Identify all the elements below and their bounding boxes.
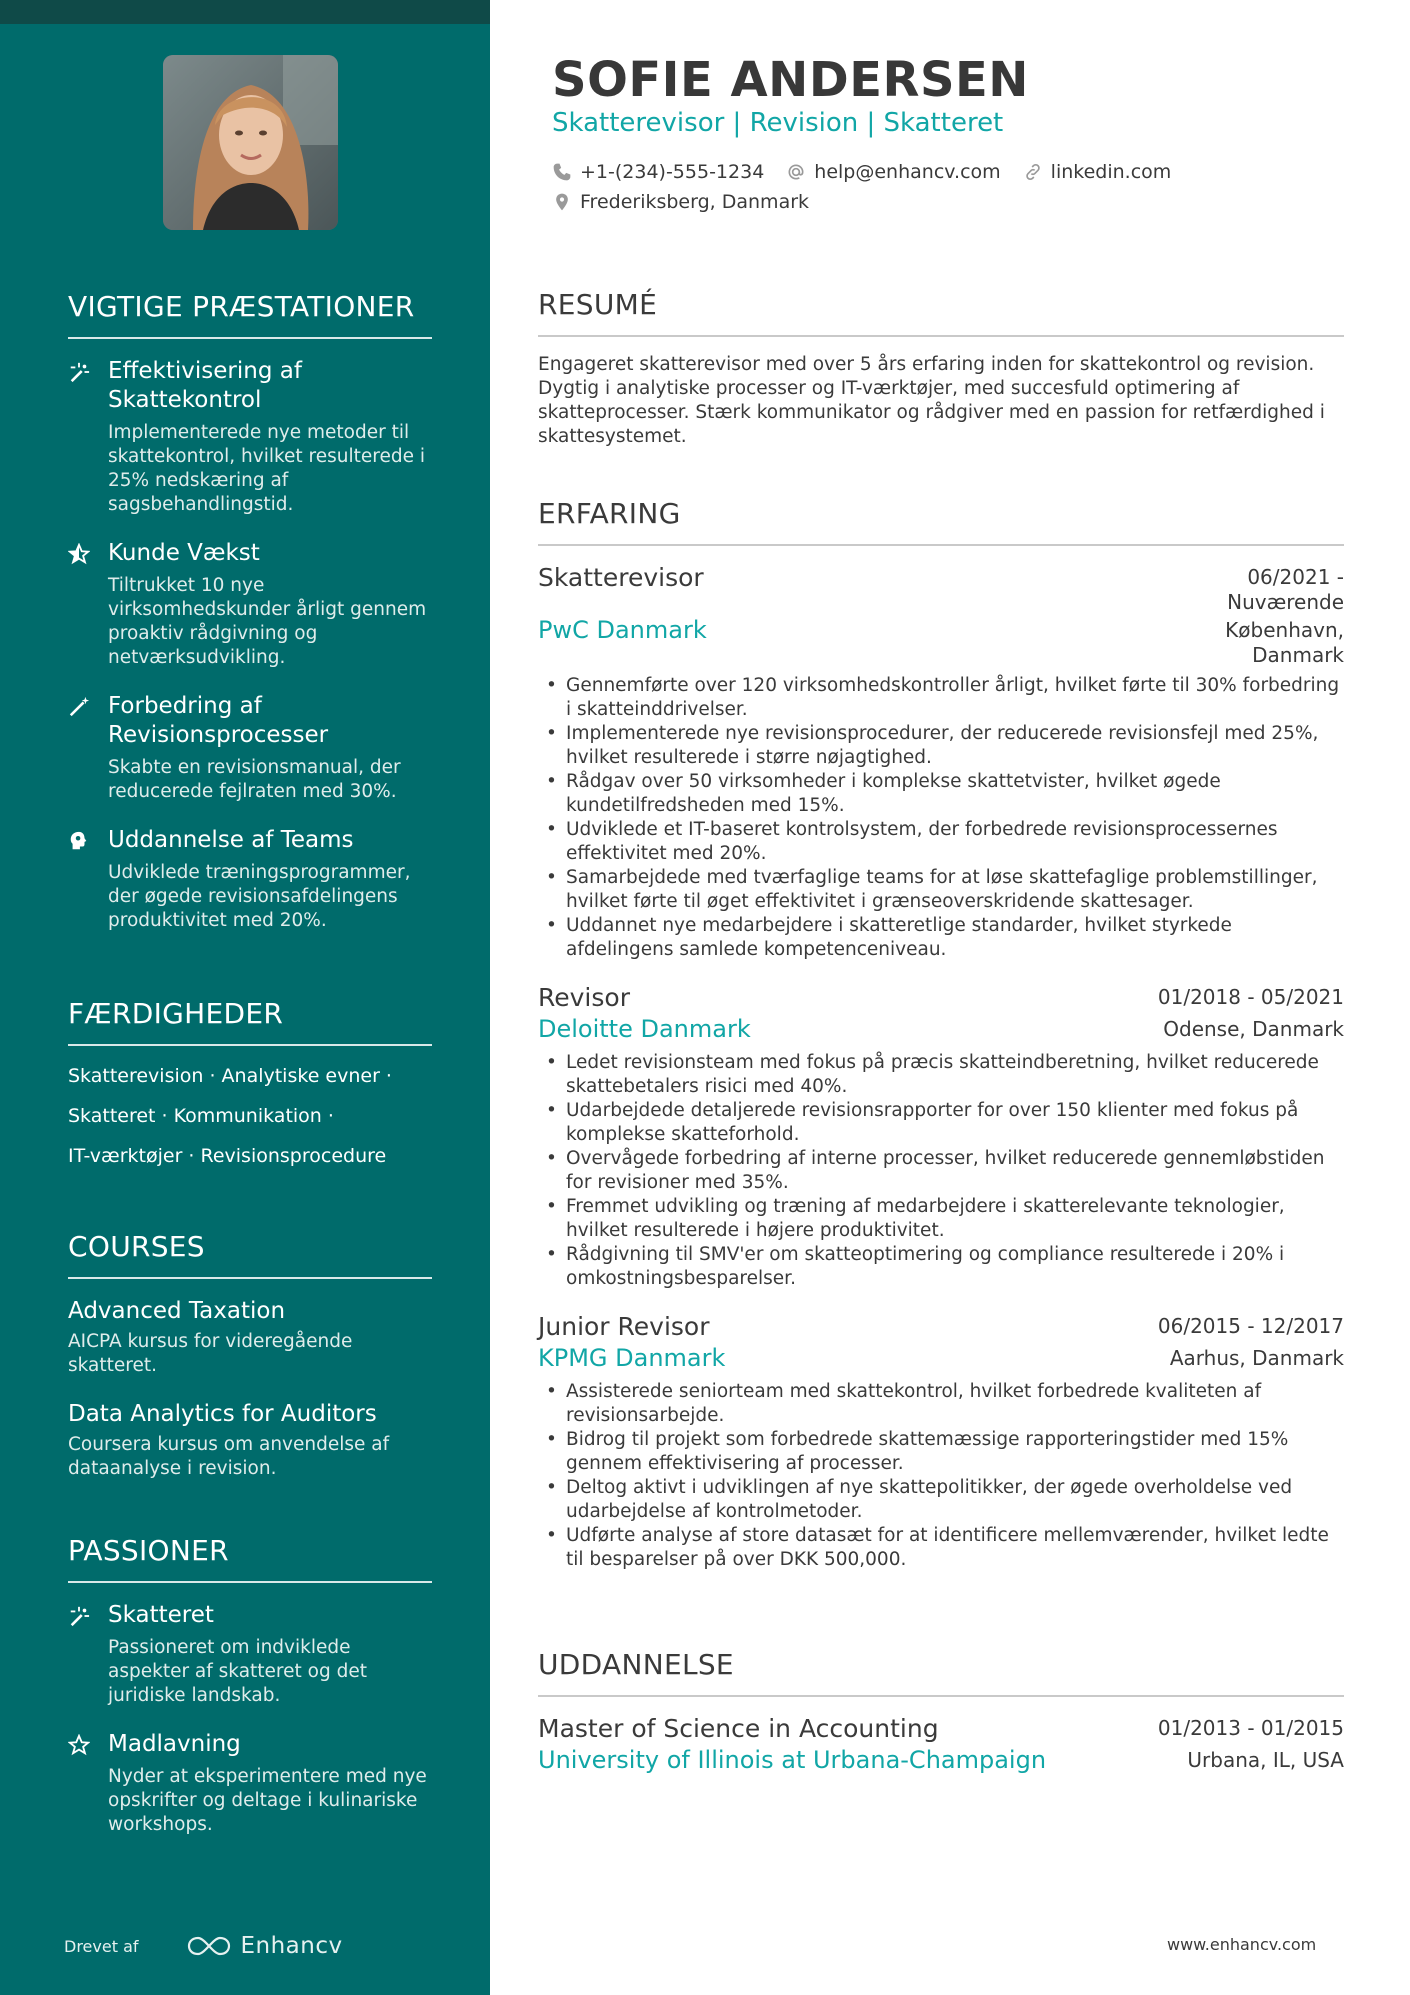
contact-row xyxy=(552,161,1193,183)
job-bullet: • Samarbejdede med tværfaglige teams for at løse skattefaglige problemstillinger, hvilket førte til øget effektivitet i grænseoverskridende skattesager. xyxy=(538,866,1344,914)
job-company: PwC Danmark xyxy=(538,616,707,644)
job-location: København, Danmark xyxy=(1225,618,1344,667)
job-bullet: • Implementerede nye revisionsprocedurer, der reducerede revisionsfejl med 25%, hvilket resulterede i større nøjagtighed. xyxy=(538,722,1344,770)
achievement-item xyxy=(68,539,432,670)
brand-name: Enhancv xyxy=(240,1933,343,1959)
person-name: SOFIE ANDERSEN xyxy=(552,52,1029,108)
job-bullet: • Rådgav over 50 virksomheder i komplekse skattetvister, hvilket øgede kundetilfredsheden med 15%. xyxy=(538,770,1344,818)
phone-text: +1-(234)-555-1234 xyxy=(580,161,765,183)
passions-section xyxy=(68,1534,432,1859)
star-half-icon xyxy=(68,539,108,670)
linkedin-contact[interactable] xyxy=(1023,161,1172,183)
education-entry xyxy=(538,1713,1344,1776)
at-icon xyxy=(786,162,806,182)
achievement-item xyxy=(68,692,432,804)
education-date: 01/2013 - 01/2015 xyxy=(1157,1716,1344,1740)
magic-wand-icon xyxy=(68,692,108,804)
school-location: Urbana, IL, USA xyxy=(1187,1748,1344,1772)
job-bullets xyxy=(538,1051,1344,1291)
job-bullets xyxy=(538,674,1344,962)
passion-desc: Passioneret om indviklede aspekter af skatteret og det juridiske landskab. xyxy=(108,1637,367,1706)
footer-url[interactable]: www.enhancv.com xyxy=(1167,1935,1317,1954)
job-bullet: • Gennemførte over 120 virksomhedskontroller årligt, hvilket førte til 30% forbedring i skatteinddrivelser. xyxy=(538,674,1344,722)
school-name: University of Illinois at Urbana-Champaign xyxy=(538,1746,1047,1774)
job-bullet: • Bidrog til projekt som forbedrede skattemæssige rapporteringstider med 15% gennem effektivisering af processer. xyxy=(538,1428,1344,1476)
job-bullet: • Fremmet udvikling og træning af medarbejdere i skatterelevante teknologier, hvilket resulterede i højere produktivitet. xyxy=(538,1195,1344,1243)
achievements-section xyxy=(68,290,432,955)
email-contact[interactable] xyxy=(786,161,1000,183)
education-title: UDDANNELSE xyxy=(538,1648,1344,1697)
job-bullet: • Udførte analyse af store datasæt for at identificere mellemværender, hvilket ledte til besparelser på over DKK 500,000. xyxy=(538,1524,1344,1572)
powered-by xyxy=(64,1930,364,1962)
job-location: Odense, Danmark xyxy=(1163,1017,1344,1041)
wand-icon xyxy=(68,357,108,517)
sidebar-top-bar xyxy=(0,0,490,24)
job-bullet: • Deltog aktivt i udviklingen af nye skattepolitikker, der øgede overholdelse ved udarbejdelse af kontrolmetoder. xyxy=(538,1476,1344,1524)
course-item xyxy=(68,1297,432,1378)
achievements-title: VIGTIGE PRÆSTATIONER xyxy=(68,290,432,339)
passion-desc: Nyder at eksperimentere med nye opskrifter og deltage i kulinariske workshops. xyxy=(108,1766,427,1835)
phone-contact[interactable] xyxy=(552,161,764,183)
link-icon xyxy=(1023,162,1043,182)
sidebar xyxy=(0,0,490,1995)
degree-title: Master of Science in Accounting xyxy=(538,1714,939,1743)
job-location: Aarhus, Danmark xyxy=(1169,1346,1344,1370)
achievement-title: Kunde Vækst xyxy=(108,540,260,566)
job-company: Deloitte Danmark xyxy=(538,1015,751,1043)
email-text: help@enhancv.com xyxy=(814,161,1001,183)
profile-photo xyxy=(163,55,338,230)
passion-title: Madlavning xyxy=(108,1731,241,1757)
passion-item xyxy=(68,1601,432,1708)
achievement-desc: Udviklede træningsprogrammer, der øgede revisionsafdelingens produktivitet med 20%. xyxy=(108,862,411,931)
job-bullet: • Udviklede et IT-baseret kontrolsystem, der forbedrede revisionsprocessernes effektivitet med 20%. xyxy=(538,818,1344,866)
skills-line: Skatteret · Kommunikation · xyxy=(68,1105,334,1127)
job-date: 06/2021 - Nuværende xyxy=(1227,565,1344,614)
achievement-item xyxy=(68,357,432,517)
job-entry xyxy=(538,562,1344,962)
skills-section xyxy=(68,997,432,1184)
courses-section xyxy=(68,1230,432,1503)
location-pin-icon xyxy=(552,192,572,212)
wand-icon xyxy=(68,1601,108,1708)
course-item xyxy=(68,1400,432,1481)
location-text: Frederiksberg, Danmark xyxy=(580,191,810,213)
course-desc: Coursera kursus om anvendelse af dataanalyse i revision. xyxy=(68,1434,390,1479)
job-bullets xyxy=(538,1380,1344,1572)
achievement-title: Uddannelse af Teams xyxy=(108,827,354,853)
enhancv-logo-icon xyxy=(187,1935,231,1957)
job-date: 06/2015 - 12/2017 xyxy=(1157,1314,1344,1338)
person-subtitle: Skatterevisor | Revision | Skatteret xyxy=(552,108,1004,138)
skills-title: FÆRDIGHEDER xyxy=(68,997,432,1046)
job-company: KPMG Danmark xyxy=(538,1344,726,1372)
job-bullet: • Ledet revisionsteam med fokus på præcis skatteindberetning, hvilket reducerede skattebetalers risici med 40%. xyxy=(538,1051,1344,1099)
job-bullet: • Rådgivning til SMV'er om skatteoptimering og compliance resulterede i 20% i omkostningsbesparelser. xyxy=(538,1243,1344,1291)
achievement-desc: Implementerede nye metoder til skattekontrol, hvilket resulterede i 25% nedskæring af sagsbehandlingstid. xyxy=(108,422,425,515)
job-entry xyxy=(538,1311,1344,1572)
phone-icon xyxy=(552,162,572,182)
brain-icon xyxy=(68,826,108,933)
job-bullet: • Assisterede seniorteam med skattekontrol, hvilket forbedrede kvaliteten af revisionsarbejde. xyxy=(538,1380,1344,1428)
course-desc: AICPA kursus for videregående skatteret. xyxy=(68,1331,353,1376)
job-title: Skatterevisor xyxy=(538,563,704,592)
job-entry xyxy=(538,982,1344,1291)
brand-logo[interactable] xyxy=(187,1933,343,1959)
job-title: Revisor xyxy=(538,983,630,1012)
achievement-desc: Skabte en revisionsmanual, der reducerede fejlraten med 30%. xyxy=(108,757,401,802)
star-icon xyxy=(68,1730,108,1837)
location-contact xyxy=(552,191,809,213)
summary-title: RESUMÉ xyxy=(538,288,1344,337)
skills-line: IT-værktøjer · Revisionsprocedure xyxy=(68,1145,387,1167)
job-bullet: • Udarbejdede detaljerede revisionsrapporter for over 150 klienter med fokus på komplekse skatteforhold. xyxy=(538,1099,1344,1147)
achievement-desc: Tiltrukket 10 nye virksomhedskunder årligt gennem proaktiv rådgivning og netværksudvikling. xyxy=(108,575,427,668)
job-title: Junior Revisor xyxy=(538,1312,710,1341)
passions-title: PASSIONER xyxy=(68,1534,432,1583)
experience-title: ERFARING xyxy=(538,497,1344,546)
experience-section xyxy=(538,497,1344,1592)
courses-title: COURSES xyxy=(68,1230,432,1279)
job-date: 01/2018 - 05/2021 xyxy=(1157,985,1344,1009)
passion-item xyxy=(68,1730,432,1837)
summary-section xyxy=(538,288,1344,449)
course-title: Advanced Taxation xyxy=(68,1298,286,1324)
passion-title: Skatteret xyxy=(108,1602,214,1628)
powered-by-label: Drevet af xyxy=(64,1936,139,1956)
linkedin-text: linkedin.com xyxy=(1050,161,1172,183)
course-title: Data Analytics for Auditors xyxy=(68,1401,377,1427)
job-bullet: • Overvågede forbedring af interne processer, hvilket reducerede gennemløbstiden for revisioner med 35%. xyxy=(538,1147,1344,1195)
location-row xyxy=(552,191,831,213)
job-bullet: • Uddannet nye medarbejdere i skatteretlige standarder, hvilket styrkede afdelingens samlede kompetenceniveau. xyxy=(538,914,1344,962)
skills-line: Skatterevision · Analytiske evner · xyxy=(68,1065,392,1087)
achievement-title: Forbedring af Revisionsprocesser xyxy=(108,693,329,748)
education-section xyxy=(538,1648,1344,1796)
achievement-title: Effektivisering af Skattekontrol xyxy=(108,358,302,413)
summary-text: Engageret skatterevisor med over 5 års erfaring inden for skattekontrol og revision. Dygtig i analytiske processer og IT-værktøjer, med succesfuld optimering af skatteprocesser. Stærk kommunikator og rådgiver med en passion for retfærdighed i skattesystemet. xyxy=(538,354,1325,447)
achievement-item xyxy=(68,826,432,933)
